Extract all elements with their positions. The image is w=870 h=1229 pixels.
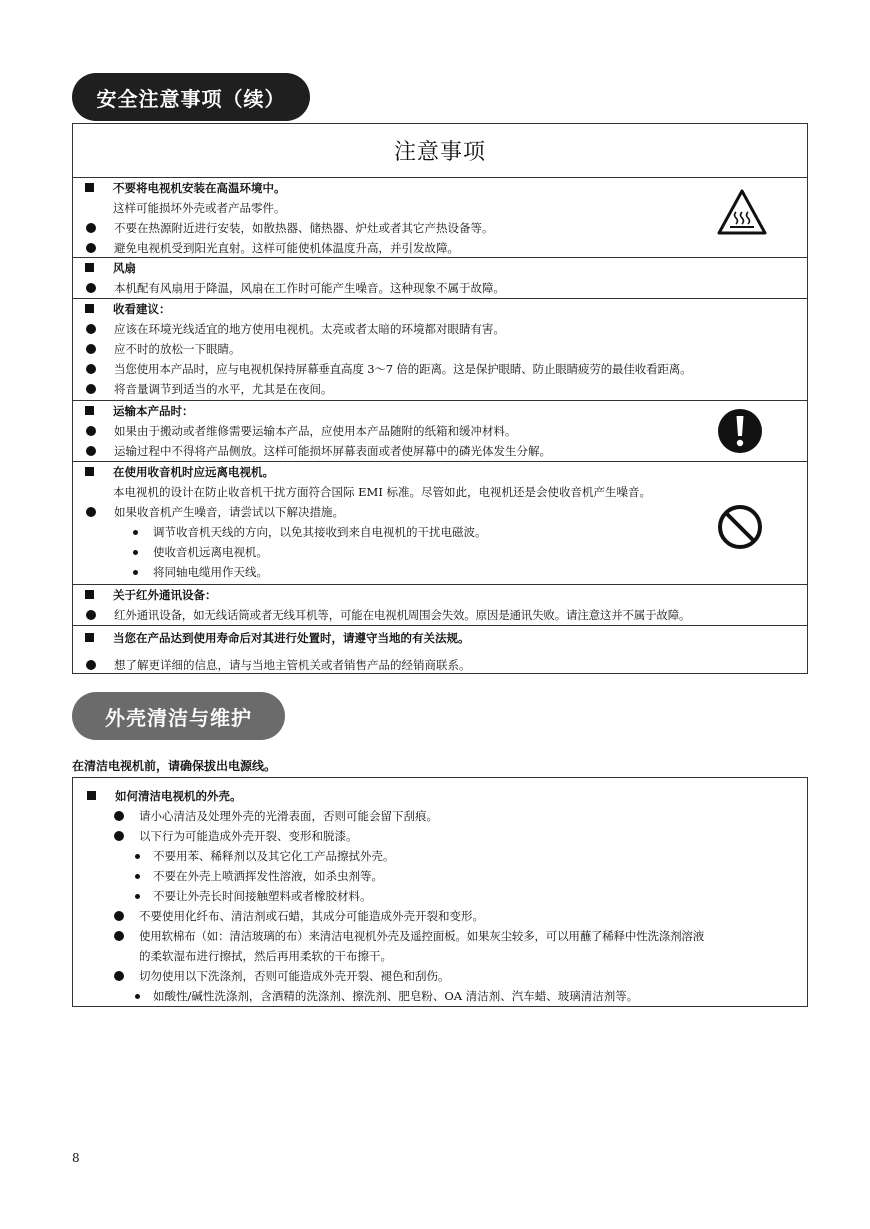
- square-bullet-icon: [85, 406, 94, 415]
- small-bullet-icon: [133, 530, 138, 535]
- small-bullet-icon: [133, 570, 138, 575]
- square-bullet-icon: [85, 304, 94, 313]
- bullet-icon: [86, 610, 96, 620]
- square-bullet-icon: [85, 633, 94, 642]
- small-bullet-icon: [135, 854, 140, 859]
- caution-title: 注意事项: [73, 124, 807, 178]
- small-bullet-icon: [135, 874, 140, 879]
- caution-section-infrared: 关于红外通讯设备： 红外通讯设备，如无线话筒或者无线耳机等，可能在电视机周围会失效。原因是通讯失败。请注意这并不属于故障。: [73, 585, 807, 626]
- caution-section-disposal: 当您在产品达到使用寿命后对其进行处置时，请遵守当地的有关法规。 想了解更详细的信息，请与当地主管机关或者销售产品的经销商联系。: [73, 628, 807, 680]
- caution-box: [72, 123, 808, 674]
- square-bullet-icon: [87, 791, 96, 800]
- small-bullet-icon: [135, 994, 140, 999]
- bullet-icon: [114, 911, 124, 921]
- bullet-icon: [86, 384, 96, 394]
- bullet-icon: [114, 931, 124, 941]
- square-bullet-icon: [85, 590, 94, 599]
- caution-section-transport: 运输本产品时： 如果由于搬动或者维修需要运输本产品，应使用本产品随附的纸箱和缓冲材料。 运输过程中不得将产品侧放。这样可能损坏屏幕表面或者使屏幕中的磷光体发生分解。: [73, 401, 807, 462]
- prohibited-icon: [716, 503, 764, 551]
- square-bullet-icon: [85, 183, 94, 192]
- caution-section-radio: 在使用收音机时应远离电视机。 本电视机的设计在防止收音机干扰方面符合国际 EMI 标准。尽管如此，电视机还是会使收音机产生噪音。 如果收音机产生噪音，请尝试以下解决措施。 调节收音机天线的方向，以免其接收到来自电视机的干扰电磁波。 使收音机远离电视机。 将同轴电缆用作天线。: [73, 462, 807, 585]
- bullet-icon: [86, 283, 96, 293]
- square-bullet-icon: [85, 467, 94, 476]
- bullet-icon: [86, 364, 96, 374]
- bullet-icon: [86, 324, 96, 334]
- caution-section-viewing: 收看建议： 应该在环境光线适宜的地方使用电视机。太亮或者太暗的环境都对眼睛有害。 应不时的放松一下眼睛。 当您使用本产品时，应与电视机保持屏幕垂直高度 3～7 倍的距离。这是保护眼睛、防止眼睛疲劳的最佳收看距离。 将音量调节到适当的水平，尤其是在夜间。: [73, 299, 807, 401]
- small-bullet-icon: [135, 894, 140, 899]
- bullet-icon: [114, 971, 124, 981]
- caution-section-fan: 风扇 本机配有风扇用于降温，风扇在工作时可能产生噪音。这种现象不属于故障。: [73, 258, 807, 299]
- bullet-icon: [86, 426, 96, 436]
- caution-section-heat: 不要将电视机安装在高温环境中。 这样可能损坏外壳或者产品零件。 不要在热源附近进行安装，如散热器、储热器、炉灶或者其它产热设备等。 避免电视机受到阳光直射。这样可能使机体温度升高，并引发故障。: [73, 178, 807, 258]
- section-header-safety: 安全注意事项（续）: [72, 73, 310, 121]
- bullet-icon: [86, 223, 96, 233]
- small-bullet-icon: [133, 550, 138, 555]
- page-number: 8: [72, 1151, 80, 1165]
- bullet-icon: [86, 660, 96, 670]
- bullet-icon: [86, 507, 96, 517]
- bullet-icon: [86, 446, 96, 456]
- bullet-icon: [86, 243, 96, 253]
- square-bullet-icon: [85, 263, 94, 272]
- bullet-icon: [86, 344, 96, 354]
- exclamation-icon: [716, 407, 764, 455]
- cleaning-box: 如何清洁电视机的外壳。 请小心清洁及处理外壳的光滑表面，否则可能会留下刮痕。 以下行为可能造成外壳开裂、变形和脱漆。 不要用苯、稀释剂以及其它化工产品擦拭外壳。 不要在外壳上喷洒挥发性溶液，如杀虫剂等。 不要让外壳长时间接触塑料或者橡胶材料。 不要使用化纤布、清洁剂或石蜡，其成分可能造成外壳开裂和变形。 使用软棉布（如：清洁玻璃的布）来清洁电视机外壳及遥控面板。如果灰尘较多，可以用蘸了稀释中性洗涤剂溶液 的柔软湿布进行擦拭，然后再用柔软的干布擦干。 切勿使用以下洗涤剂，否则可能造成外壳开裂、褪色和刮伤。 如酸性/碱性洗涤剂，含酒精的洗涤剂、擦洗剂、肥皂粉、OA 清洁剂、汽车蜡、玻璃清洁剂等。: [72, 777, 808, 1007]
- bullet-icon: [114, 811, 124, 821]
- hot-surface-warning-icon: [716, 188, 768, 236]
- cleaning-instruction: 在清洁电视机前，请确保拔出电源线。: [72, 759, 277, 773]
- bullet-icon: [114, 831, 124, 841]
- section-header-cleaning: 外壳清洁与维护: [72, 692, 285, 740]
